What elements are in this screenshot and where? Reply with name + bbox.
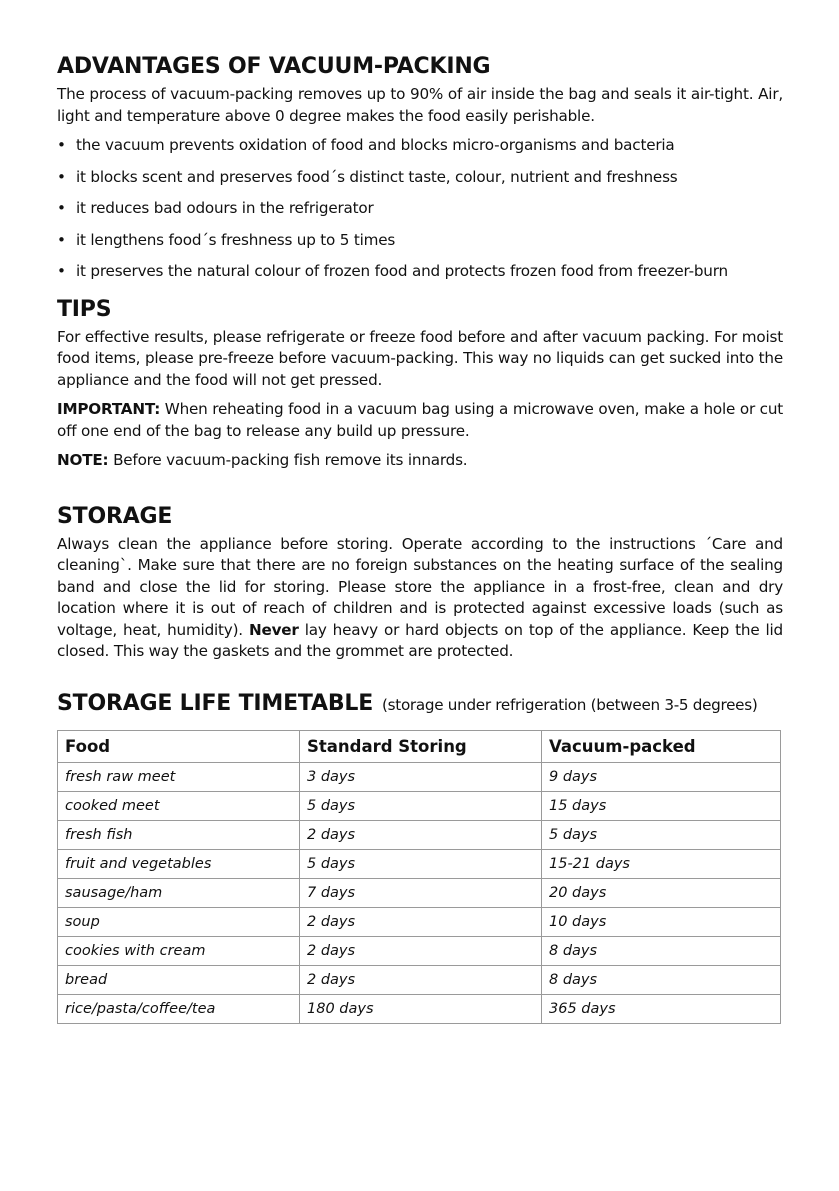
table-cell: 5 days bbox=[542, 820, 781, 849]
never-label: Never bbox=[248, 620, 299, 639]
bullet-icon: • bbox=[57, 167, 66, 186]
table-row bbox=[58, 820, 781, 849]
table-cell: 7 days bbox=[300, 878, 542, 907]
storage-heading: STORAGE bbox=[57, 503, 173, 529]
table-row bbox=[58, 791, 781, 820]
bullet-icon: • bbox=[57, 199, 66, 217]
list-item: • it reduces bad odours in the refrigerator bbox=[57, 198, 783, 220]
list-item: • the vacuum prevents oxidation of food and blocks micro-organisms and bacteria bbox=[57, 135, 783, 157]
important-paragraph bbox=[57, 399, 783, 442]
timetable-heading: STORAGE LIFE TIMETABLE bbox=[57, 690, 374, 716]
column-header-standard: Standard Storing bbox=[300, 730, 542, 762]
table-cell: cookies with cream bbox=[58, 936, 300, 965]
table-cell: 2 days bbox=[300, 907, 542, 936]
advantages-intro: The process of vacuum-packing removes up to 90% of air inside the bag and seals it air-tight. Air, light and temperature above 0 degree makes the food easily perishable. bbox=[57, 85, 783, 125]
table-cell: 2 days bbox=[300, 965, 542, 994]
timetable-section bbox=[57, 687, 783, 1024]
table-row bbox=[58, 907, 781, 936]
advantages-heading: ADVANTAGES OF VACUUM-PACKING bbox=[57, 54, 491, 79]
table-cell: sausage/ham bbox=[58, 878, 300, 907]
table-cell: soup bbox=[58, 907, 300, 936]
table-cell: rice/pasta/coffee/tea bbox=[58, 994, 300, 1023]
manual-page bbox=[57, 50, 783, 1024]
advantages-section bbox=[57, 50, 783, 283]
table-cell: 9 days bbox=[542, 762, 781, 791]
table-cell: fruit and vegetables bbox=[58, 849, 300, 878]
table-cell: fresh fish bbox=[58, 820, 300, 849]
tips-paragraph: For effective results, please refrigerate or freeze food before and after vacuum packing. For moist food items, please pre-freeze before vacuum-packing. This way no liquids can get sucked into the appliance and the food will not get pressed. bbox=[57, 327, 783, 389]
table-row bbox=[58, 762, 781, 791]
note-text: Before vacuum-packing fish remove its innards. bbox=[108, 451, 468, 469]
column-header-food: Food bbox=[58, 730, 300, 762]
table-row bbox=[58, 994, 781, 1023]
list-item: • it blocks scent and preserves food´s distinct taste, colour, nutrient and freshness bbox=[57, 167, 783, 189]
list-item: • it lengthens food´s freshness up to 5 times bbox=[57, 230, 783, 252]
table-header-row bbox=[58, 730, 781, 762]
note-label: NOTE: bbox=[57, 451, 109, 469]
table-cell: 8 days bbox=[542, 965, 781, 994]
table-cell: 2 days bbox=[300, 820, 542, 849]
table-cell: 5 days bbox=[300, 791, 542, 820]
storage-life-table bbox=[57, 730, 781, 1024]
bullet-icon: • bbox=[57, 262, 66, 280]
list-item: • it preserves the natural colour of frozen food and protects frozen food from freezer-burn bbox=[57, 261, 783, 283]
tips-section bbox=[57, 293, 783, 472]
timetable-heading-row bbox=[57, 687, 783, 721]
table-cell: cooked meet bbox=[58, 791, 300, 820]
table-cell: 10 days bbox=[542, 907, 781, 936]
important-text: When reheating food in a vacuum bag using a microwave oven, make a hole or cut off one end of the bag to release any build up pressure. bbox=[57, 400, 783, 440]
table-cell: 15 days bbox=[542, 791, 781, 820]
table-row bbox=[58, 965, 781, 994]
bullet-icon: • bbox=[57, 136, 66, 154]
storage-section bbox=[57, 500, 783, 663]
note-paragraph bbox=[57, 450, 783, 472]
table-cell: 3 days bbox=[300, 762, 542, 791]
timetable-subheading: (storage under refrigeration (between 3-5 degrees) bbox=[382, 695, 758, 714]
table-cell: 180 days bbox=[300, 994, 542, 1023]
tips-heading: TIPS bbox=[57, 296, 112, 322]
table-cell: 20 days bbox=[542, 878, 781, 907]
table-cell: bread bbox=[58, 965, 300, 994]
table-cell: 8 days bbox=[542, 936, 781, 965]
important-label: IMPORTANT: bbox=[57, 400, 161, 418]
column-header-vacuum: Vacuum-packed bbox=[542, 730, 781, 762]
storage-paragraph: Always clean the appliance before storing. Operate according to the instructions ´Care and cleaning`. Make sure that there are no foreign substances on the heating surface of the sealing band and close the lid for storing. Please store the appliance in a frost-free, clean and dry location where it is out of reach of children and is protected against excessive loads (such as voltage, heat, humidity). Never lay heavy or hard objects on top of the appliance. Keep the lid closed. This way the gaskets and the grommet are protected. bbox=[57, 534, 783, 660]
table-cell: fresh raw meet bbox=[58, 762, 300, 791]
table-row bbox=[58, 936, 781, 965]
table-cell: 5 days bbox=[300, 849, 542, 878]
bullet-icon: • bbox=[57, 230, 66, 249]
advantages-list bbox=[57, 135, 783, 283]
table-cell: 2 days bbox=[300, 936, 542, 965]
table-row bbox=[58, 878, 781, 907]
table-row bbox=[58, 849, 781, 878]
table-cell: 365 days bbox=[542, 994, 781, 1023]
table-cell: 15-21 days bbox=[542, 849, 781, 878]
